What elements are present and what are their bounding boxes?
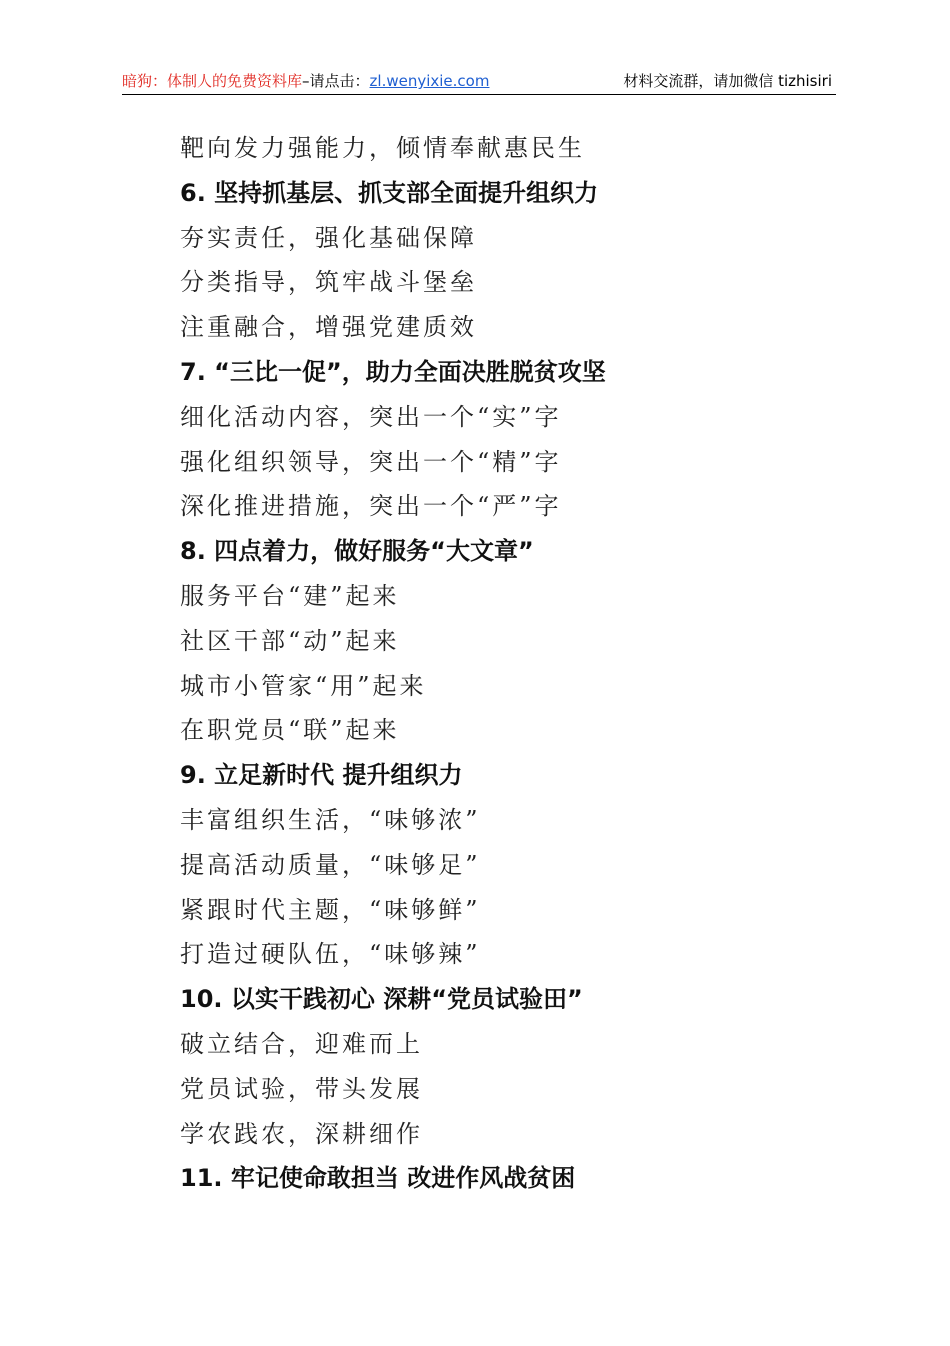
list-item: 社区干部“动”起来 (180, 626, 400, 655)
list-item: 靶向发力强能力，倾情奉献惠民生 (180, 134, 585, 162)
section-heading: 7. “三比一促”，助力全面决胜脱贫攻坚 (180, 357, 606, 386)
list-item: 深化推进措施，突出一个“严”字 (180, 492, 562, 521)
list-item: 在职党员“联”起来 (180, 716, 400, 745)
list-item: 强化组织领导，突出一个“精”字 (180, 447, 562, 476)
section-heading: 8. 四点着力，做好服务“大文章” (180, 537, 534, 566)
list-item: 学农践农，深耕细作 (180, 1119, 423, 1148)
header-click-prompt: –请点击： (302, 72, 370, 90)
list-item: 打造过硬队伍，“味够辣” (180, 940, 481, 969)
section-heading: 9. 立足新时代 提升组织力 (180, 761, 463, 790)
list-item: 提高活动质量，“味够足” (180, 850, 481, 879)
list-item: 细化活动内容，突出一个“实”字 (180, 402, 562, 431)
list-item: 注重融合，增强党建质效 (180, 313, 477, 342)
page-header (122, 68, 836, 95)
list-item: 破立结合，迎难而上 (180, 1029, 423, 1058)
list-item: 紧跟时代主题，“味够鲜” (180, 895, 481, 924)
document-body (180, 126, 840, 1201)
list-item: 党员试验，带头发展 (180, 1074, 423, 1103)
list-item: 城市小管家“用”起来 (180, 671, 427, 700)
header-brand: 暗狗：体制人的免费资料库 (122, 72, 303, 90)
header-website-link[interactable]: zl.wenyixie.com (369, 72, 490, 90)
list-item: 丰富组织生活，“味够浓” (180, 805, 481, 834)
list-item: 服务平台“建”起来 (180, 581, 400, 610)
list-item: 分类指导，筑牢战斗堡垒 (180, 268, 477, 297)
section-heading: 6. 坚持抓基层、抓支部全面提升组织力 (180, 178, 599, 207)
section-heading: 11. 牢记使命敢担当 改进作风战贫困 (180, 1164, 576, 1193)
list-item: 夯实责任，强化基础保障 (180, 223, 477, 252)
section-heading: 10. 以实干践初心 深耕“党员试验田” (180, 985, 583, 1014)
header-contact: 材料交流群，请加微信 tizhisiri (623, 72, 832, 90)
